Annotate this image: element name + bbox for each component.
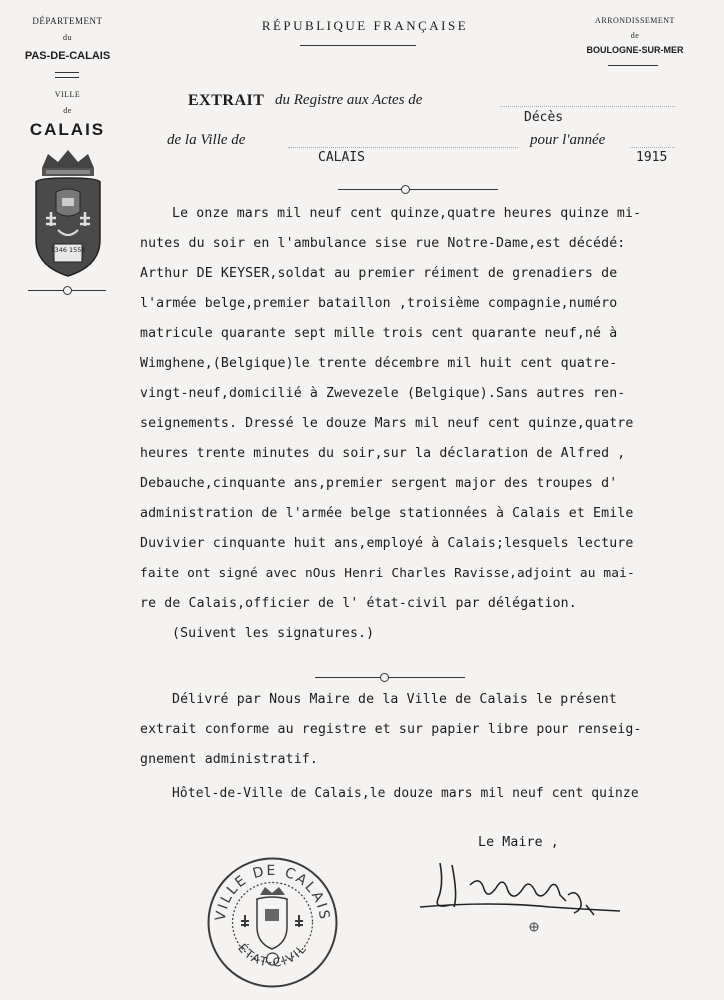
- annee-value: 1915: [636, 150, 668, 165]
- body-line-10: Debauche,cinquante ans,premier sergent major des troupes d': [140, 476, 618, 491]
- section-divider-1: [338, 189, 498, 190]
- departement-label: DÉPARTEMENT: [32, 16, 103, 26]
- stamp-bottom-text: ÉTAT-CIVIL: [235, 940, 310, 970]
- suivent-signatures: (Suivent les signatures.): [172, 626, 375, 641]
- arrondissement-label: ARRONDISSEMENT: [595, 16, 675, 25]
- body-line-2: nutes du soir en l'ambulance sise rue Notre-Dame,est décédé:: [140, 236, 626, 251]
- divider-1-dot: [401, 185, 410, 194]
- delivery-line-3: gnement administratif.: [140, 752, 318, 767]
- du-label: du: [63, 33, 72, 42]
- body-line-14: re de Calais,officier de l' état-civil par délégation.: [140, 596, 577, 611]
- body-line-8: seignements. Dressé le douze Mars mil neuf cent quinze,quatre: [140, 416, 634, 431]
- registre-label: du Registre aux Actes de: [275, 92, 423, 108]
- left-rule-dot: [63, 286, 72, 295]
- body-line-5: matricule quarante sept mille trois cent quarante neuf,né à: [140, 326, 618, 341]
- mayor-signature-icon: [410, 855, 630, 935]
- le-maire-label: Le Maire ,: [478, 835, 559, 850]
- crest-year-text: 1346 1558: [50, 246, 86, 254]
- ville-field-label: de la Ville de: [167, 132, 246, 148]
- registre-dotted-line: [500, 106, 675, 107]
- body-line-7: vingt-neuf,domicilié à Zwevezele (Belgique).Sans autres ren-: [140, 386, 626, 401]
- ornament-divider: [55, 72, 79, 78]
- delivery-line-2: extrait conforme au registre et sur papier libre pour renseig-: [140, 722, 642, 737]
- ville-field-value: CALAIS: [318, 150, 365, 165]
- etat-civil-stamp-icon: [205, 855, 340, 990]
- stamp-top-text: VILLE DE CALAIS: [212, 862, 333, 923]
- body-line-9: heures trente minutes du soir,sur la déclaration de Alfred ,: [140, 446, 626, 461]
- republique-title: RÉPUBLIQUE FRANÇAISE: [261, 18, 469, 33]
- acte-type-value: Décès: [524, 110, 564, 125]
- body-line-3: Arthur DE KEYSER,soldat au premier réiment de grenadiers de: [140, 266, 618, 281]
- boulogne-label: BOULOGNE-SUR-MER: [586, 45, 684, 55]
- annee-dotted-line: [630, 147, 675, 148]
- extrait-title: EXTRAIT: [188, 92, 265, 109]
- right-header-rule: [608, 65, 658, 66]
- body-line-1: Le onze mars mil neuf cent quinze,quatre heures quinze mi-: [172, 206, 642, 221]
- annee-label: pour l'année: [530, 132, 606, 148]
- ville-label: VILLE: [54, 90, 81, 99]
- body-line-11: administration de l'armée belge stationnées à Calais et Emile: [140, 506, 634, 521]
- divider-2-dot: [380, 673, 389, 682]
- ville-dotted-line: [288, 147, 518, 148]
- center-header-rule: [300, 45, 416, 46]
- de-label: de: [63, 106, 72, 115]
- body-line-4: l'armée belge,premier bataillon ,troisième compagnie,numéro: [140, 296, 618, 311]
- body-line-6: Wimghene,(Belgique)le trente décembre mil huit cent quatre-: [140, 356, 618, 371]
- body-line-13: faite ont signé avec nOus Henri Charles Ravisse,adjoint au mai-: [140, 566, 635, 581]
- delivery-line-4: Hôtel-de-Ville de Calais,le douze mars mil neuf cent quinze: [172, 786, 639, 801]
- calais-crest-icon: [28, 148, 108, 280]
- delivery-line-1: Délivré par Nous Maire de la Ville de Calais le présent: [172, 692, 617, 707]
- section-divider-2: [315, 677, 465, 678]
- pas-de-calais-label: PAS-DE-CALAIS: [24, 50, 111, 62]
- calais-label: CALAIS: [29, 120, 106, 139]
- right-de-label: de: [630, 31, 640, 40]
- body-line-12: Duvivier cinquante huit ans,employé à Calais;lesquels lecture: [140, 536, 634, 551]
